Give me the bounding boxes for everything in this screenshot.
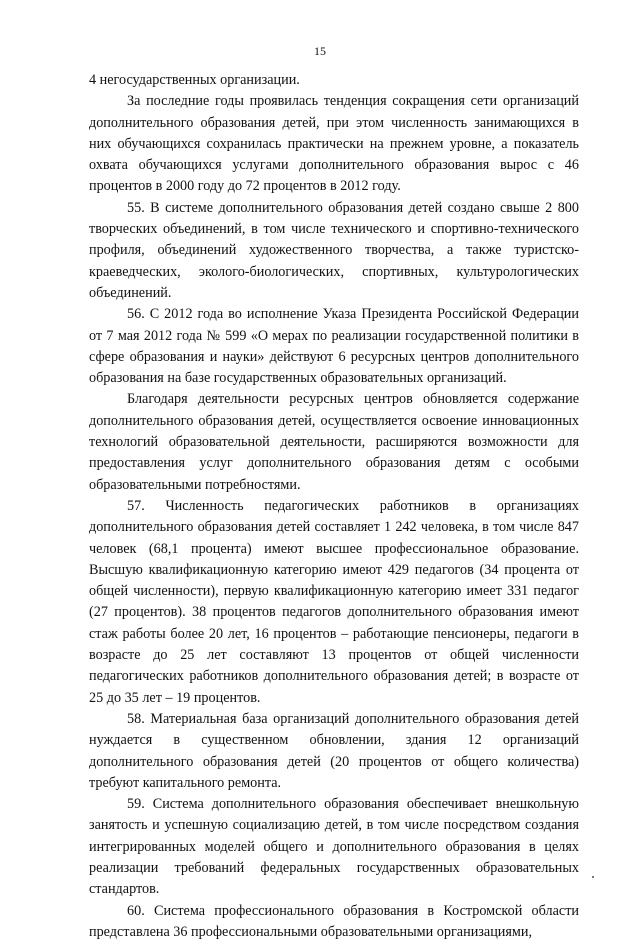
body-text [89,70,579,943]
paragraph: Благодаря деятельности ресурсных центров обновляется содержание дополнительного образования детей, осуществляется освоение инновационных технологий образовательной деятельности, расширяются возможности для предоставления услуг дополнительного образования детям с особыми образовательными потребностями. [89,391,579,493]
paragraph-58: 58. Материальная база организаций дополнительного образования детей нуждается в существенном обновлении, здания 12 организаций дополнительного образования детей (20 процентов от общего количества) требуют капитального ремонта. [89,710,579,791]
paragraph-57: 57. Численность педагогических работников в организациях дополнительного образования детей составляет 1 242 человека, в том числе 847 человек (68,1 процента) имеют высшее профессиональное образование. Высшую квалификационную категорию имеют 429 педагогов (34 процента от общей численности), первую квалификационную категорию имеет 331 педагог (27 процентов). 38 процентов педагогов дополнительного образования имеют стаж работы более 20 лет, 16 процентов – работающие пенсионеры, педагоги в возрасте до 25 лет составляют 13 процентов от общей численности педагогических работников дополнительного образования детей; в возрасте от 25 до 35 лет – 19 процентов. [89,497,579,706]
paragraph-59: 59. Система дополнительного образования обеспечивает внешкольную занятость и успешную социализацию детей, в том числе посредством создания интегрированных моделей общего и дополнительного образования в целях реализации требований федеральных государственных образовательных стандартов. [89,796,579,898]
paragraph-56: 56. С 2012 года во исполнение Указа Президента Российской Федерации от 7 мая 2012 года № 599 «О мерах по реализации государственной политики в сфере образования и науки» действуют 6 ресурсных центров дополнительного образования на базе государственных образовательных организаций. [89,306,579,387]
scan-speck [592,876,594,878]
paragraph-55: 55. В системе дополнительного образования детей создано свыше 2 800 творческих объединений, в том числе технического и спортивно-технического профиля, объединений художественного творчества, а также туристско-краеведческих, эколого-биологических, спортивных, культурологических объединений. [89,199,579,301]
page-number: 15 [314,44,326,58]
paragraph-60: 60. Система профессионального образования в Костромской области представлена 36 профессиональными образовательными организациями, [89,902,579,940]
paragraph-continuation: 4 негосударственных организации. [89,72,300,88]
paragraph: За последние годы проявилась тенденция сокращения сети организаций дополнительного образования детей, при этом численность занимающихся в них обучающихся сохранилась практически на прежнем уровне, а показатель охвата обучающихся услугами дополнительного образования вырос с 46 процентов в 2000 году до 72 процентов в 2012 году. [89,93,579,195]
